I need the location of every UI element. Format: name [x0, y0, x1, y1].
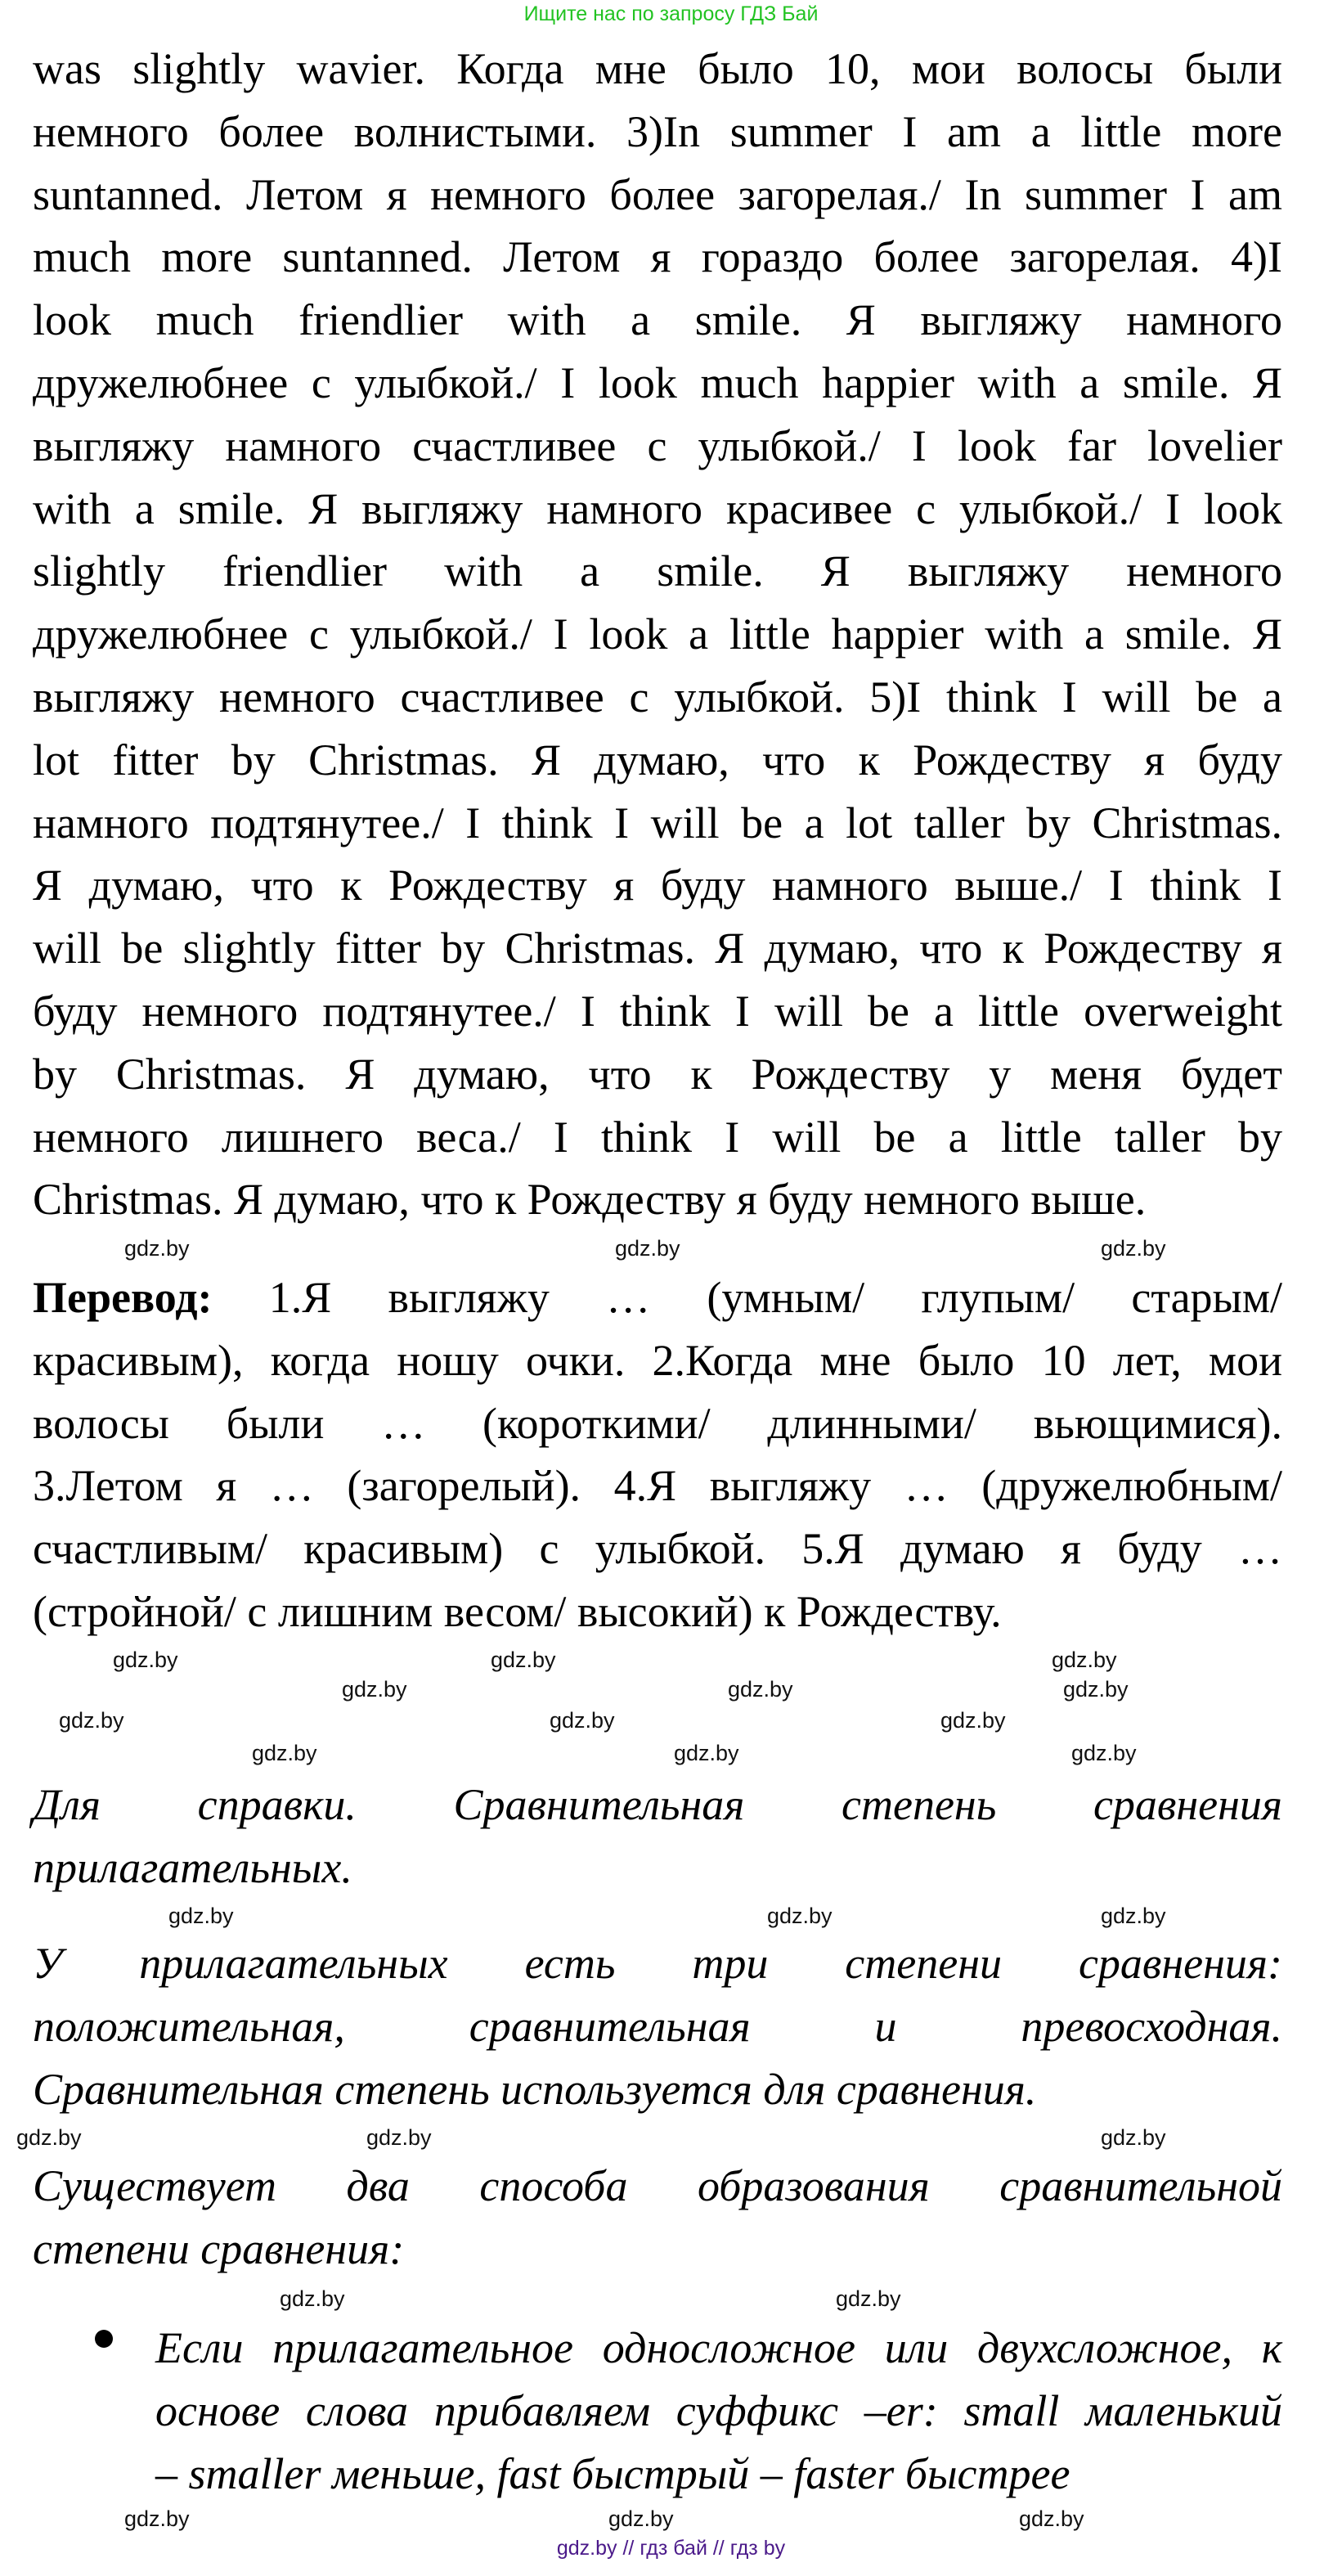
text-line: Christmas. Я думаю, что к Рождеству я буду немного выше.: [33, 1175, 1147, 1225]
watermark: gdz.by: [366, 2125, 432, 2150]
watermark: gdz.by: [940, 1708, 1006, 1733]
translation-line: [33, 1266, 1282, 1329]
watermark: gdz.by: [615, 1236, 680, 1261]
watermark: gdz.by: [608, 2506, 674, 2531]
watermark: gdz.by: [1101, 2125, 1166, 2150]
text-line: положительная, сравнительная и превосходная.: [33, 2001, 1282, 2051]
text-line: Для справки. Сравнительная степень сравнения: [33, 1780, 1282, 1829]
watermark: gdz.by: [728, 1677, 793, 1702]
watermark: gdz.by: [168, 1904, 234, 1928]
text-line: намного подтянутее./ I think I will be a lot taller by Christmas.: [33, 798, 1282, 847]
watermark: gdz.by: [767, 1904, 833, 1928]
text-line: красивым), когда ношу очки. 2.Когда мне было 10 лет, мои: [33, 1335, 1282, 1385]
translation-label: Перевод:: [33, 1273, 213, 1322]
watermark: gdz.by: [1019, 2506, 1084, 2531]
text-line: буду немного подтянутее./ I think I will be a little overweight: [33, 986, 1282, 1036]
watermark: gdz.by: [342, 1677, 407, 1702]
reference-bullet-item: [155, 2317, 1282, 2505]
watermark: gdz.by: [280, 2286, 345, 2311]
watermark: gdz.by: [836, 2286, 901, 2311]
text-line: will be slightly fitter by Christmas. Я думаю, что к Рождеству я: [33, 924, 1282, 973]
text-line: lot fitter by Christmas. Я думаю, что к Рождеству я буду: [33, 735, 1282, 784]
watermark: gdz.by: [674, 1741, 739, 1765]
text-line: – smaller меньше, fast быстрый – faster быстрее: [155, 2448, 1070, 2498]
watermark: gdz.by: [1101, 1236, 1166, 1261]
watermark: gdz.by: [113, 1648, 178, 1672]
bullet-point: [95, 2330, 113, 2348]
text-line: much more suntanned. Летом я гораздо более загорелая. 4)I: [33, 232, 1282, 282]
search-hint-header: Ищите нас по запросу ГДЗ Бай: [523, 2, 819, 25]
text-line: 3.Летом я … (загорелый). 4.Я выгляжу … (дружелюбным/: [33, 1461, 1282, 1511]
watermark: gdz.by: [16, 2125, 82, 2150]
text-line: Если прилагательное односложное или двухсложное, к: [155, 2323, 1282, 2372]
text-line: степени сравнения:: [33, 2223, 405, 2273]
watermark: gdz.by: [1052, 1648, 1117, 1672]
watermark: gdz.by: [1101, 1904, 1166, 1928]
text-line: by Christmas. Я думаю, что к Рождеству у меня будет: [33, 1049, 1282, 1099]
watermark: gdz.by: [59, 1708, 124, 1733]
watermark: gdz.by: [124, 2506, 190, 2531]
text-line: was slightly wavier. Когда мне было 10, мои волосы были: [33, 44, 1282, 93]
watermark: gdz.by: [491, 1648, 556, 1672]
text-line: волосы были … (короткими/ длинными/ вьющимися).: [33, 1398, 1282, 1448]
text-line: look much friendlier with a smile. Я выгляжу намного: [33, 295, 1282, 345]
text-line: выгляжу намного счастливее с улыбкой./ I look far lovelier: [33, 420, 1282, 470]
text-line: (стройной/ с лишним весом/ высокий) к Рождеству.: [33, 1586, 1002, 1636]
text-line: suntanned. Летом я немного более загорелая./ In summer I am: [33, 169, 1282, 219]
answer-paragraph: [33, 38, 1282, 1231]
text-line: дружелюбнее с улыбкой./ I look a little happier with a smile. Я: [33, 609, 1282, 659]
translation-first-line: 1.Я выгляжу … (умным/ глупым/ старым/: [212, 1273, 1282, 1322]
watermark: gdz.by: [1071, 1741, 1137, 1765]
text-line: счастливым/ красивым) с улыбкой. 5.Я думаю я буду …: [33, 1524, 1282, 1574]
watermark: gdz.by: [252, 1741, 317, 1765]
text-line: Сравнительная степень используется для сравнения.: [33, 2064, 1037, 2114]
text-line: основе слова прибавляем суффикс –er: small маленький: [155, 2385, 1282, 2435]
reference-ways-paragraph: [33, 2155, 1282, 2281]
text-line: выгляжу немного счастливее с улыбкой. 5)I think I will be a: [33, 672, 1282, 722]
reference-title: [33, 1774, 1282, 1899]
text-line: Я думаю, что к Рождеству я буду намного выше./ I think I: [33, 861, 1282, 910]
translation-paragraph: [33, 1266, 1282, 1643]
watermark: gdz.by: [550, 1708, 615, 1733]
footer-links[interactable]: gdz.by // гдз бай // гдз by: [556, 2537, 786, 2560]
text-line: with a smile. Я выгляжу намного красивее с улыбкой./ I look: [33, 483, 1282, 533]
text-line: У прилагательных есть три степени сравнения:: [33, 1939, 1282, 1988]
reference-degrees-paragraph: [33, 1932, 1282, 2120]
text-line: прилагательных.: [33, 1842, 352, 1892]
text-line: немного лишнего веса./ I think I will be a little taller by: [33, 1112, 1282, 1162]
text-line: slightly friendlier with a smile. Я выгляжу немного: [33, 546, 1282, 596]
text-line: дружелюбнее с улыбкой./ I look much happier with a smile. Я: [33, 357, 1282, 407]
text-line: немного более волнистыми. 3)In summer I am a little more: [33, 106, 1282, 156]
text-line: Существует два способа образования сравнительной: [33, 2161, 1282, 2210]
watermark: gdz.by: [1063, 1677, 1129, 1702]
watermark: gdz.by: [124, 1236, 190, 1261]
